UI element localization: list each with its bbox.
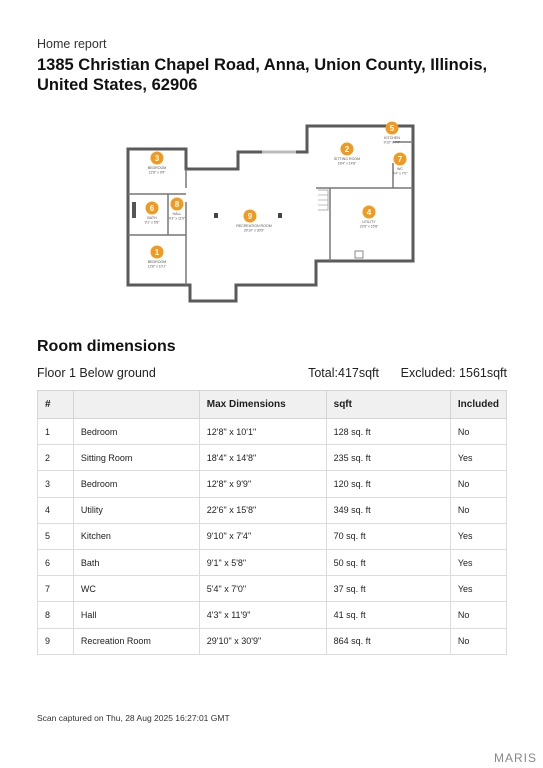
cell-included: Yes [450, 523, 506, 549]
cell-sqft: 235 sq. ft [326, 445, 450, 471]
cell-included: No [450, 471, 506, 497]
cell-dimensions: 29'10" x 30'9" [199, 628, 326, 654]
room-marker-number: 6 [149, 204, 155, 213]
room-marker-number: 3 [154, 154, 160, 163]
cell-number: 1 [38, 419, 74, 445]
room-marker-number: 5 [389, 124, 395, 133]
cell-included: No [450, 497, 506, 523]
table-row [38, 445, 507, 471]
cell-dimensions: 12'8" x 10'1" [199, 419, 326, 445]
cell-sqft: 41 sq. ft [326, 602, 450, 628]
column-header-sqft: sqft [326, 391, 450, 419]
room-marker-number: 7 [397, 155, 403, 164]
room-label-dimensions: 12'8" x 10'1" [147, 264, 167, 269]
column-header-number: # [38, 391, 74, 419]
column-header-included: Included [450, 391, 506, 419]
total-sqft: Total:417sqft [308, 366, 379, 380]
maris-logo: MARIS [493, 751, 537, 765]
cell-number: 2 [38, 445, 74, 471]
table-row [38, 523, 507, 549]
scan-captured-footer: Scan captured on Thu, 28 Aug 2025 16:27:01 GMT [37, 713, 230, 723]
column-header-room [73, 391, 199, 419]
cell-room: Bath [73, 549, 199, 575]
excluded-sqft: Excluded: 1561sqft [400, 366, 507, 380]
cell-number: 6 [38, 549, 74, 575]
room-dimensions-table [37, 390, 507, 655]
cell-number: 8 [38, 602, 74, 628]
table-row [38, 602, 507, 628]
cell-room: WC [73, 576, 199, 602]
table-row [38, 549, 507, 575]
cell-dimensions: 9'10" x 7'4" [199, 523, 326, 549]
column-header-dimensions: Max Dimensions [199, 391, 326, 419]
room-label-dimensions: 29'10" x 30'9" [243, 228, 265, 233]
cell-sqft: 70 sq. ft [326, 523, 450, 549]
cell-sqft: 128 sq. ft [326, 419, 450, 445]
cell-number: 3 [38, 471, 74, 497]
table-row [38, 497, 507, 523]
room-dimensions-title: Room dimensions [37, 338, 176, 355]
room-label-name: UTILITY [362, 220, 376, 224]
room-label-name: BATH [147, 216, 157, 220]
floor-name: Floor 1 Below ground [37, 366, 156, 380]
cell-sqft: 50 sq. ft [326, 549, 450, 575]
room-marker-number: 4 [366, 208, 372, 217]
room-label-dimensions: 22'6" x 15'8" [359, 224, 379, 229]
cell-room: Utility [73, 497, 199, 523]
cell-dimensions: 4'3" x 11'9" [199, 602, 326, 628]
cell-number: 4 [38, 497, 74, 523]
table-header-row [38, 391, 507, 419]
cell-sqft: 349 sq. ft [326, 497, 450, 523]
cell-included: Yes [450, 549, 506, 575]
cell-sqft: 120 sq. ft [326, 471, 450, 497]
report-label: Home report [37, 37, 107, 51]
room-label-name: RECREATION ROOM [236, 224, 272, 228]
cell-included: No [450, 602, 506, 628]
cell-sqft: 864 sq. ft [326, 628, 450, 654]
room-label-name: KITCHEN [384, 136, 400, 140]
cell-room: Kitchen [73, 523, 199, 549]
cell-included: No [450, 628, 506, 654]
cell-room: Sitting Room [73, 445, 199, 471]
room-marker-number: 1 [154, 248, 160, 257]
room-label-dimensions: 5'4" x 7'0" [392, 171, 408, 176]
room-marker-number: 9 [247, 212, 253, 221]
room-label-dimensions: 4'3" x 11'9" [168, 216, 186, 221]
cell-dimensions: 9'1" x 5'8" [199, 549, 326, 575]
cell-room: Recreation Room [73, 628, 199, 654]
floor-plan [0, 118, 543, 308]
room-label-name: BEDROOM [147, 260, 167, 264]
cell-dimensions: 22'6" x 15'8" [199, 497, 326, 523]
cell-room: Bedroom [73, 471, 199, 497]
table-row [38, 576, 507, 602]
table-row [38, 471, 507, 497]
cell-room: Hall [73, 602, 199, 628]
cell-dimensions: 12'8" x 9'9" [199, 471, 326, 497]
room-label-dimensions: 9'10" x 7'4" [383, 140, 401, 145]
cell-number: 5 [38, 523, 74, 549]
room-label-name: SITTING ROOM [333, 157, 361, 161]
cell-included: Yes [450, 445, 506, 471]
room-label-name: WC [397, 167, 403, 171]
cell-included: Yes [450, 576, 506, 602]
room-label-dimensions: 18'4" x 14'8" [337, 161, 357, 166]
table-row [38, 628, 507, 654]
cell-room: Bedroom [73, 419, 199, 445]
cell-number: 7 [38, 576, 74, 602]
cell-included: No [450, 419, 506, 445]
room-label-dimensions: 9'1" x 5'8" [144, 220, 160, 225]
room-marker-number: 8 [174, 200, 180, 209]
room-label-name: BEDROOM [147, 166, 167, 170]
room-marker-number: 2 [344, 145, 350, 154]
room-label-name: HALL [172, 212, 182, 216]
floor-summary-row [37, 366, 507, 382]
cell-dimensions: 18'4" x 14'8" [199, 445, 326, 471]
cell-dimensions: 5'4" x 7'0" [199, 576, 326, 602]
room-label-dimensions: 12'8" x 9'9" [148, 170, 166, 175]
cell-number: 9 [38, 628, 74, 654]
table-row [38, 419, 507, 445]
cell-sqft: 37 sq. ft [326, 576, 450, 602]
property-address: 1385 Christian Chapel Road, Anna, Union County, Illinois, United States, 62906 [37, 56, 488, 94]
